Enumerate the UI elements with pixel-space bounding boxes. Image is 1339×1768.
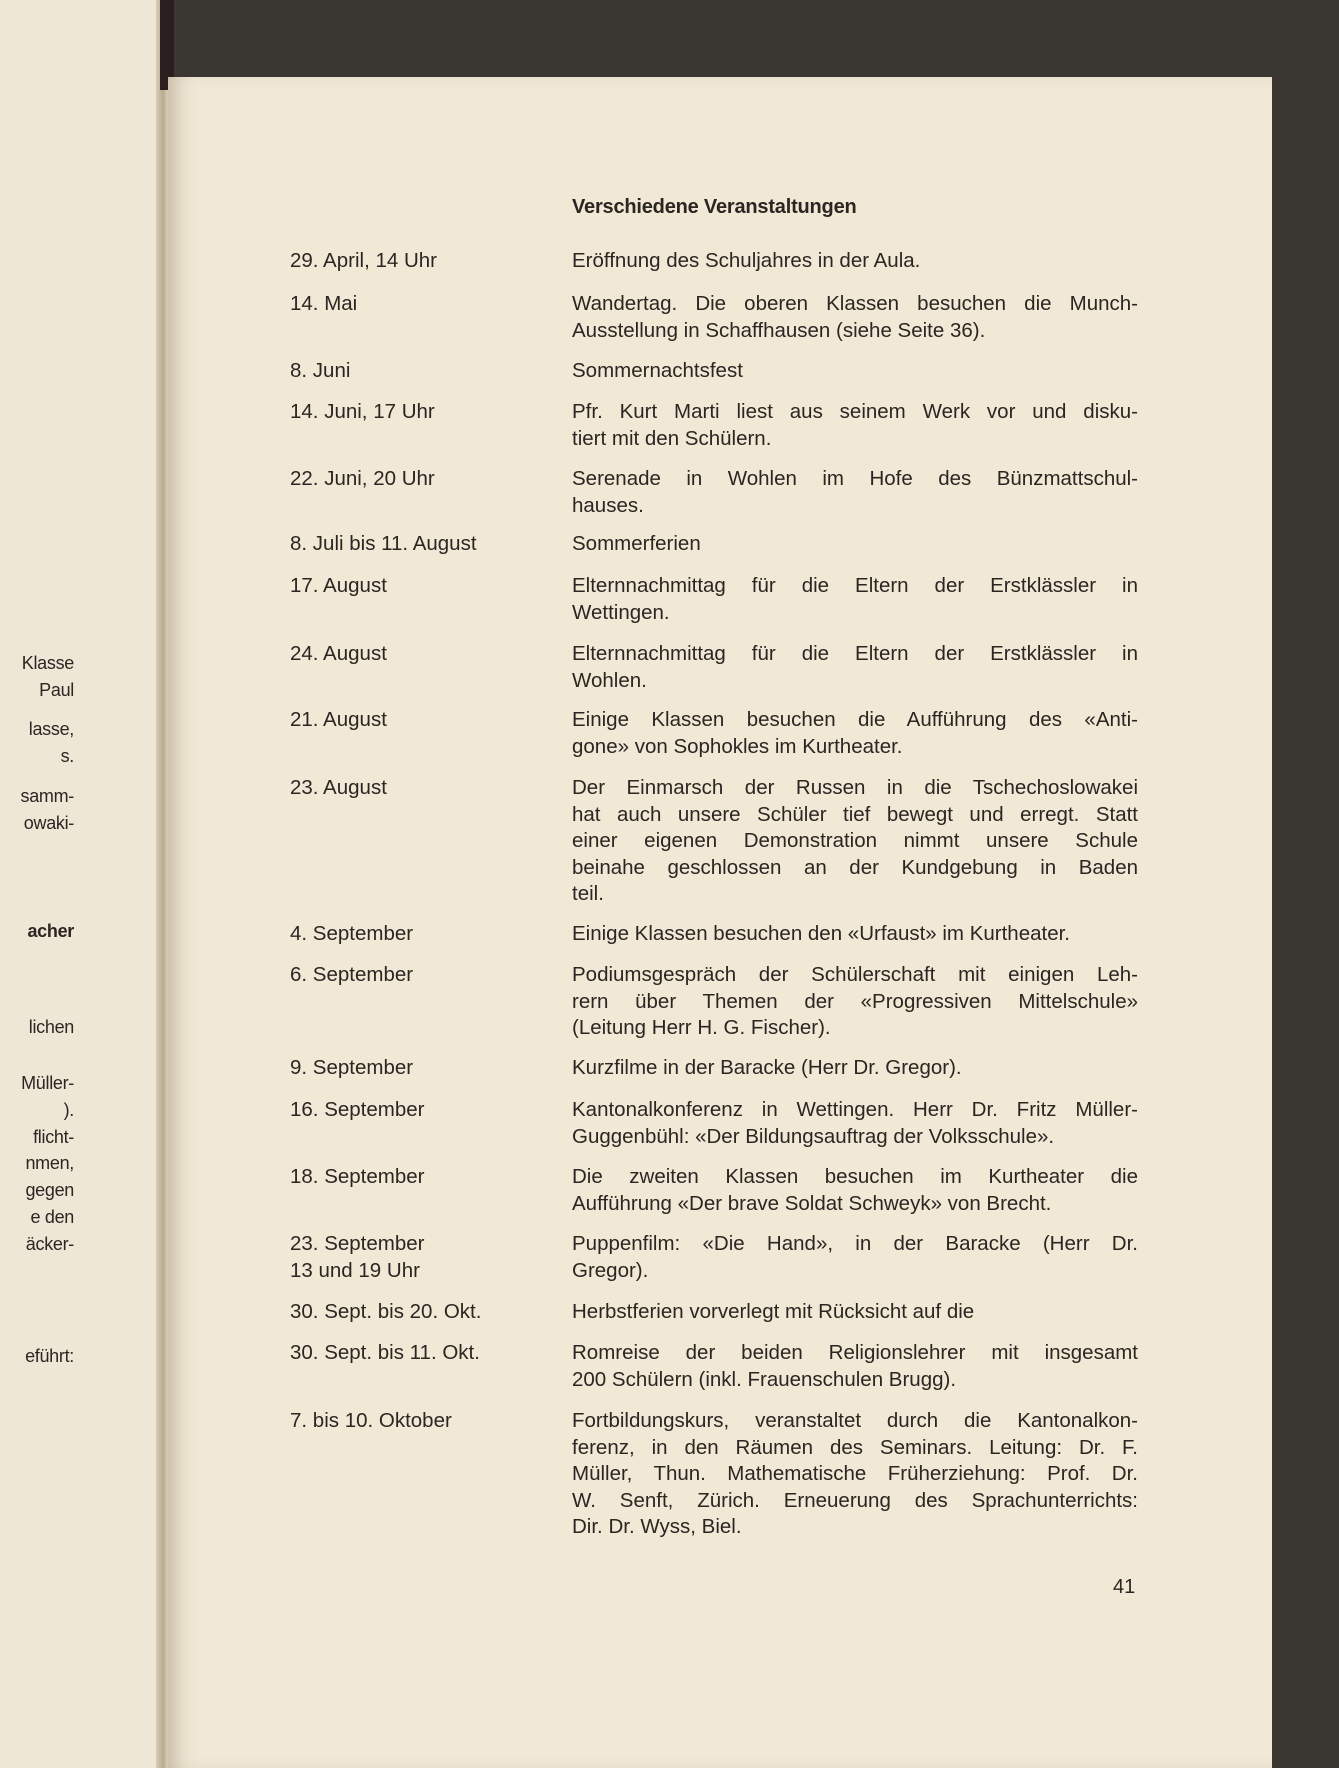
left-page — [0, 0, 168, 1768]
event-description — [572, 1340, 1138, 1393]
event-description-line: Fortbildungskurs, veranstaltet durch die Kantonalkon- — [572, 1409, 1138, 1432]
event-description-line: hat auch unsere Schüler tief bewegt und erregt. Statt — [572, 802, 1138, 826]
event-description — [572, 358, 1138, 385]
event-date-line: 29. April, 14 Uhr — [290, 249, 437, 272]
event-description-line: Podiumsgespräch der Schülerschaft mit einigen Leh- — [572, 963, 1138, 986]
event-date-line: 16. September — [290, 1098, 425, 1121]
event-description-line: rern über Themen der «Progressiven Mittelschule» — [572, 989, 1138, 1013]
event-description-line: teil. — [572, 882, 604, 905]
event-date — [290, 1164, 424, 1191]
event-description-line: 200 Schülern (inkl. Frauenschulen Brugg). — [572, 1367, 957, 1391]
event-date-line: 17. August — [290, 574, 387, 597]
event-date — [290, 1231, 424, 1284]
event-date — [290, 1408, 452, 1435]
event-date-line: 21. August — [290, 708, 387, 731]
left-page-fragment: äcker- — [25, 1234, 74, 1254]
event-date — [290, 291, 357, 318]
event-description-line: Die zweiten Klassen besuchen im Kurtheater die — [572, 1165, 1138, 1188]
event-description — [572, 573, 1138, 626]
event-date-line: 24. August — [290, 642, 387, 665]
event-date-line: 9. September — [290, 1056, 414, 1079]
event-description — [572, 248, 1138, 275]
left-page-fragment: samm- — [20, 786, 74, 806]
event-description-line: (Leitung Herr H. G. Fischer). — [572, 1016, 831, 1039]
event-description — [572, 1299, 1138, 1326]
event-description-line: Eröffnung des Schuljahres in der Aula. — [572, 249, 921, 272]
event-date — [290, 1097, 424, 1124]
event-description — [572, 1408, 1138, 1541]
left-page-fragment: lichen — [28, 1017, 74, 1037]
event-description-line: Kurzfilme in der Baracke (Herr Dr. Gregor). — [572, 1056, 962, 1079]
event-description-line: Einige Klassen besuchen den «Urfaust» im Kurtheater. — [572, 922, 1070, 945]
event-date — [290, 399, 435, 426]
event-date — [290, 921, 413, 948]
event-description-line: einer eigenen Demonstration nimmt unsere Schule — [572, 829, 1138, 852]
event-date — [290, 1340, 480, 1367]
event-date — [290, 641, 387, 668]
event-date-line: 4. September — [290, 922, 414, 945]
event-date-line: 30. Sept. bis 20. Okt. — [290, 1300, 482, 1323]
event-date — [290, 1299, 481, 1326]
event-description — [572, 399, 1138, 452]
left-page-fragment: Müller- — [21, 1073, 74, 1093]
event-description-line: Sommernachtsfest — [572, 359, 743, 382]
left-page-fragment: lasse, — [28, 719, 74, 739]
event-description-line: gone» von Sophokles im Kurtheater. — [572, 734, 903, 758]
event-description-line: Wettingen. — [572, 600, 670, 624]
left-page-fragment: ). — [63, 1100, 74, 1120]
page-number: 41 — [1113, 1576, 1136, 1598]
event-description-line: tiert mit den Schülern. — [572, 426, 772, 450]
event-description — [572, 531, 1138, 558]
event-date-line: 8. Juni — [290, 359, 351, 382]
event-description-line: Gregor). — [572, 1258, 649, 1282]
event-description — [572, 1055, 1138, 1082]
event-description — [572, 466, 1138, 519]
event-description-line: Wandertag. Die oberen Klassen besuchen die Munch- — [572, 292, 1138, 315]
event-date — [290, 1055, 413, 1082]
event-description-line: Aufführung «Der brave Soldat Schweyk» von Brecht. — [572, 1191, 1052, 1215]
event-date-line: 18. September — [290, 1165, 425, 1188]
event-date — [290, 466, 435, 493]
left-page-fragment: flicht- — [33, 1127, 74, 1147]
event-description-line: Serenade in Wohlen im Hofe des Bünzmattschul- — [572, 467, 1138, 490]
event-description-line: Herbstferien vorverlegt mit Rücksicht auf die — [572, 1300, 975, 1323]
event-description-line: Einige Klassen besuchen die Aufführung des «Anti- — [572, 708, 1138, 731]
event-description-line: Puppenfilm: «Die Hand», in der Baracke (Herr Dr. — [572, 1232, 1138, 1255]
left-page-fragment: Klasse — [21, 653, 74, 673]
event-description — [572, 921, 1138, 948]
event-description-line: Elternnachmittag für die Eltern der Erstklässler in — [572, 642, 1138, 665]
event-description-line: hauses. — [572, 493, 644, 517]
event-date-line: 30. Sept. bis 11. Okt. — [290, 1341, 480, 1364]
left-page-fragment: owaki- — [23, 813, 74, 833]
event-description-line: beinahe geschlossen an der Kundgebung in Baden — [572, 855, 1138, 879]
event-date — [290, 775, 387, 802]
event-description — [572, 641, 1138, 694]
event-description-line: Guggenbühl: «Der Bildungsauftrag der Volksschule». — [572, 1124, 1055, 1148]
event-date-line: 23. August — [290, 776, 387, 799]
event-date-line: 6. September — [290, 963, 414, 986]
event-description — [572, 962, 1138, 1042]
event-description-line: Elternnachmittag für die Eltern der Erstklässler in — [572, 574, 1138, 597]
event-date-line: 7. bis 10. Oktober — [290, 1409, 452, 1432]
left-page-fragment: gegen — [25, 1180, 74, 1200]
left-page-fragment: eführt: — [25, 1346, 74, 1366]
event-date-line: 13 und 19 Uhr — [290, 1258, 420, 1282]
event-description-line: Der Einmarsch der Russen in die Tschechoslowakei — [572, 776, 1138, 799]
left-page-fragment: acher — [27, 921, 74, 941]
event-description-line: Pfr. Kurt Marti liest aus seinem Werk vor und disku- — [572, 400, 1138, 423]
event-date-line: 23. September — [290, 1232, 425, 1255]
event-date — [290, 358, 350, 385]
section-heading: Verschiedene Veranstaltungen — [572, 196, 857, 218]
left-page-fragment: e den — [30, 1207, 74, 1227]
event-description — [572, 1097, 1138, 1150]
event-date — [290, 573, 387, 600]
event-date-line: 8. Juli bis 11. August — [290, 532, 477, 555]
event-description — [572, 775, 1138, 908]
event-date — [290, 531, 477, 558]
event-description-line: Müller, Thun. Mathematische Früherziehung: Prof. Dr. — [572, 1462, 1138, 1485]
left-page-fragment: Paul — [39, 680, 74, 700]
event-date-line: 14. Mai — [290, 292, 358, 315]
event-date — [290, 248, 437, 275]
left-page-fragment: nmen, — [25, 1153, 74, 1173]
event-description-line: Romreise der beiden Religionslehrer mit insgesamt — [572, 1341, 1138, 1364]
event-description-line: Kantonalkonferenz in Wettingen. Herr Dr. Fritz Müller- — [572, 1098, 1138, 1121]
event-description — [572, 707, 1138, 760]
event-date-line: 22. Juni, 20 Uhr — [290, 467, 435, 490]
event-date — [290, 707, 387, 734]
event-description-line: ferenz, in den Räumen des Seminars. Leitung: Dr. F. — [572, 1435, 1138, 1459]
event-description — [572, 1231, 1138, 1284]
event-description-line: Ausstellung in Schaffhausen (siehe Seite 36). — [572, 318, 986, 342]
event-description-line: W. Senft, Zürich. Erneuerung des Sprachunterrichts: — [572, 1488, 1138, 1512]
event-description-line: Wohlen. — [572, 668, 647, 692]
event-description — [572, 1164, 1138, 1217]
event-description-line: Sommerferien — [572, 532, 701, 555]
left-page-fragment: s. — [60, 746, 74, 766]
event-date-line: 14. Juni, 17 Uhr — [290, 400, 435, 423]
event-date — [290, 962, 413, 989]
event-description — [572, 291, 1138, 344]
event-description-line: Dir. Dr. Wyss, Biel. — [572, 1515, 742, 1538]
